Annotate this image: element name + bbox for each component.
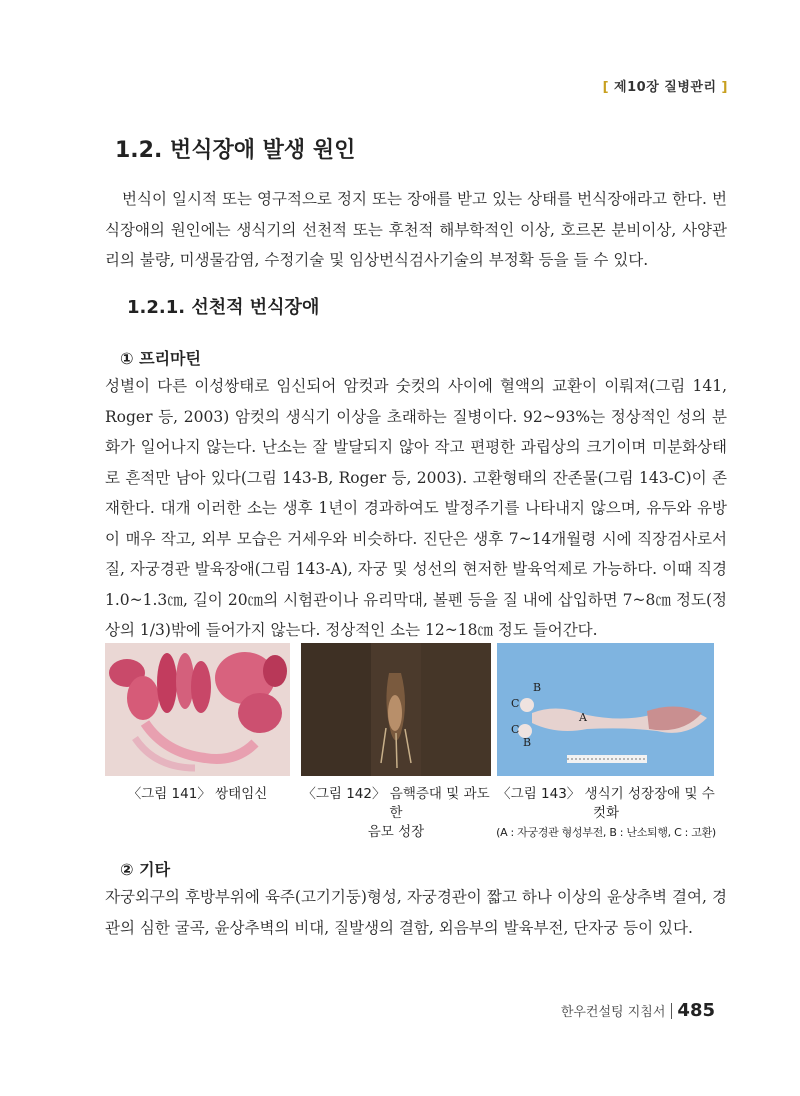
figure-143-label-c-bottom: C xyxy=(511,723,520,736)
figure-143-label-a: A xyxy=(579,711,587,724)
chapter-tag xyxy=(603,76,728,95)
item-title-freemartin: ① 프리마틴 xyxy=(120,349,201,368)
item-title-other: ② 기타 xyxy=(120,860,171,879)
bracket-right: ] xyxy=(721,80,728,95)
section-title: 1.2. 번식장애 발생 원인 xyxy=(115,138,356,163)
freemartin-text: 성별이 다른 이성쌍태로 임신되어 암컷과 숫컷의 사이에 혈액의 교환이 이뤄져(그림 141, Roger 등, 2003) 암컷의 생식기 이상을 초래하는 질병이다. 92~93%는 정상적인 성의 분화가 일어나지 않는다. 난소는 잘 발달되지 않아 작고 편평한 과립상의 크기이며 미분화상태로 흔적만 남아 있다(그림 143-B, Roger 등, 2003). 고환형태의 잔존물(그림 143-C)이 존재한다. 대개 이러한 소는 생후 1년이 경과하여도 발정주기를 나타내지 않으며, 유두와 유방이 매우 작고, 외부 모습은 거세우와 비슷하다. 진단은 생후 7~14개월령 시에 직장검사로서 질, 자궁경관 발육장애(그림 143-A), 자궁 및 성선의 현저한 발육억제로 가능하다. 이때 직경 1.0~1.3㎝, 길이 20㎝의 시험관이나 유리막대, 볼펜 등을 질 내에 삽입하면 7~8㎝ 정도(정상의 1/3)밖에 들어가지 않는다. 정상적인 소는 12~18㎝ 정도 들어간다. xyxy=(105,377,727,639)
figure-142-image xyxy=(301,643,491,776)
bracket-left: [ xyxy=(602,80,610,95)
intro-text: 번식이 일시적 또는 영구적으로 정지 또는 장애를 받고 있는 상태를 번식장애라고 한다. 번식장애의 원인에는 생식기의 선천적 또는 후천적 해부학적인 이상, 호르몬 분비이상, 사양관리의 불량, 미생물감염, 수정기술 및 임상번식검사기술의 부정확 등을 들 수 있다. xyxy=(105,190,727,269)
figure-143-label-b-top: B xyxy=(533,681,542,694)
book-title: 한우컨설팅 지침서 xyxy=(560,1005,666,1020)
figure-143-image xyxy=(497,643,714,776)
figure-143-label-c-top: C xyxy=(511,697,520,710)
figure-143-caption-note: (A : 자궁경관 형성부전, B : 난소퇴행, C : 고환) xyxy=(496,826,716,839)
figure-141-caption: 〈그림 141〉 쌍태임신 xyxy=(127,786,268,802)
figure-142-caption-line2: 음모 성장 xyxy=(367,824,425,840)
subsection-title: 1.2.1. 선천적 번식장애 xyxy=(127,297,320,318)
figure-141-image xyxy=(105,643,290,776)
figure-142-caption-line1: 〈그림 142〉 음핵증대 및 과도한 xyxy=(302,786,490,821)
figure-143-label-b-bottom: B xyxy=(523,736,532,749)
page-footer xyxy=(561,1000,715,1021)
footer-divider xyxy=(671,1003,672,1019)
figure-143-caption-title: 〈그림 143〉 생식기 성장장애 및 수컷화 xyxy=(497,786,715,821)
item-body-freemartin xyxy=(105,371,727,646)
page-number: 485 xyxy=(677,1000,715,1021)
item-body-other xyxy=(105,882,727,943)
figure-142-caption xyxy=(301,785,491,842)
figure-143-caption xyxy=(495,785,717,842)
other-text: 자궁외구의 후방부위에 육주(고기기둥)형성, 자궁경관이 짧고 하나 이상의 윤상추벽 결여, 경관의 심한 굴곡, 윤상추벽의 비대, 질발생의 결함, 외음부의 발육부전, 단자궁 등이 있다. xyxy=(105,888,727,937)
chapter-tag-label: 제10장 질병관리 xyxy=(614,80,717,95)
intro-paragraph xyxy=(105,184,727,276)
